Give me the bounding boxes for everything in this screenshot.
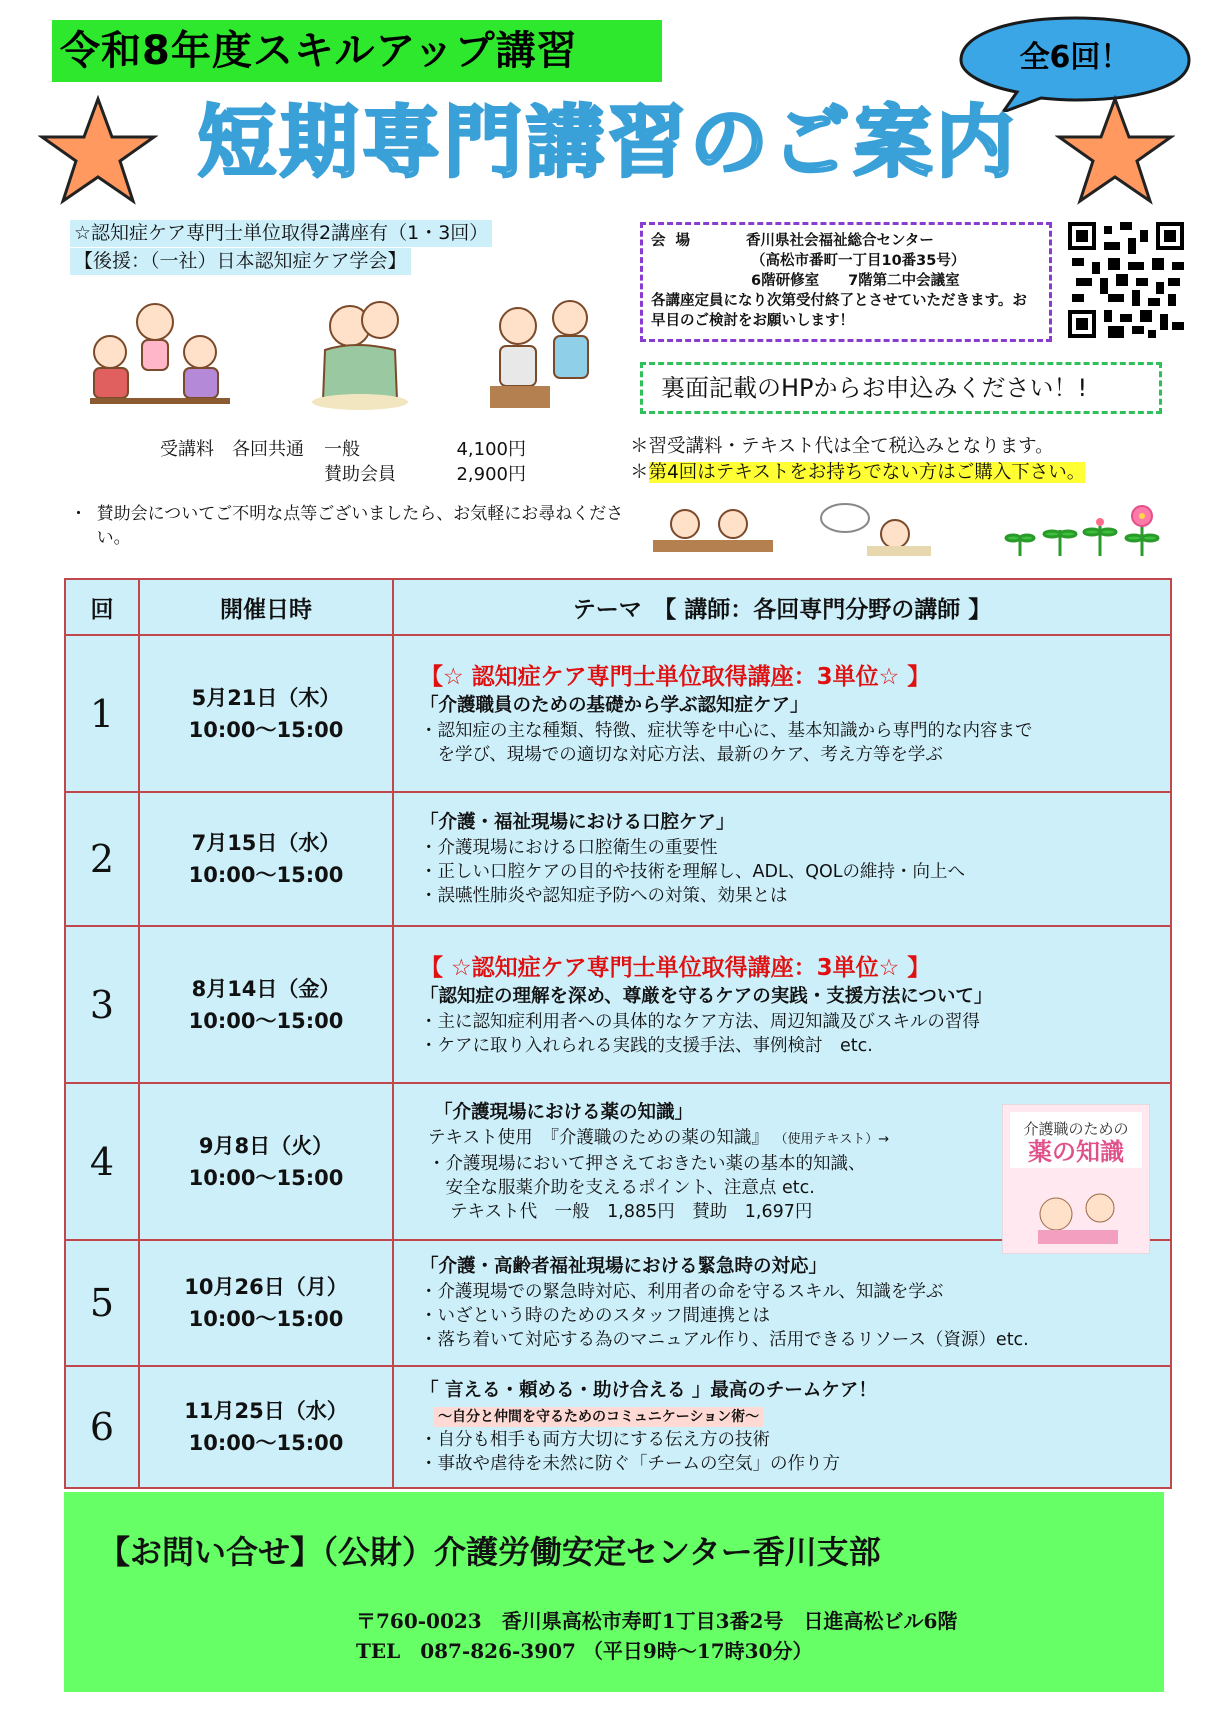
row-theme <box>393 1240 1171 1366</box>
venue-rooms: 6階研修室 7階第二中会議室 <box>751 273 960 289</box>
header-badge-text: 令和8年度スキルアップ講習 <box>60 28 578 74</box>
row-theme <box>393 1366 1171 1488</box>
schedule-table <box>64 578 1172 1489</box>
support-note-text: 賛助会についてご不明な点等ございましたら、お気軽にお尋ねください。 <box>96 504 624 548</box>
course-subtitle: 〜自分と仲間を守るためのコミュニケーション術〜 <box>434 1407 763 1427</box>
course-title: 「 言える・頼める・助け合える 」最高のチームケア！ <box>420 1380 877 1401</box>
course-point: ・介護現場における口腔衛生の重要性 <box>420 838 718 858</box>
course-point: ・正しい口腔ケアの目的や技術を理解し、ADL、QOLの維持・向上へ <box>420 862 965 882</box>
row-theme <box>393 1083 1171 1240</box>
bubble-text: 全6回！ <box>1019 40 1131 75</box>
row-no: 4 <box>65 1083 139 1240</box>
book-title-1: 介護職のための <box>1023 1119 1129 1138</box>
contact-address: 〒760-0023 香川県高松市寿町1丁目3番2号 日進高松ビル6階 <box>356 1609 958 1633</box>
support-note-bullet: ・ <box>70 504 87 524</box>
row-date <box>139 792 393 926</box>
fee-member-price: 2,900円 <box>456 464 526 485</box>
students-illustration <box>645 500 935 560</box>
row-no: 3 <box>65 926 139 1083</box>
course-point: ・事故や虐待を未然に防ぐ「チームの空気」の作り方 <box>420 1454 840 1474</box>
cert-badge: 【 ☆認知症ケア専門士単位取得講座：3単位☆ 】 <box>420 954 931 981</box>
table-row <box>65 1366 1171 1488</box>
course-point: ・落ち着いて対応する為のマニュアル作り、活用できるリソース（資源）etc. <box>420 1330 1029 1350</box>
course-point: ・主に認知症利用者への具体的なケア方法、周辺知識及びスキルの習得 <box>420 1011 980 1032</box>
row-date-day: 9月8日（火） <box>198 1133 334 1158</box>
row-date-day: 8月14日（金） <box>191 976 341 1001</box>
tax-note-2: 第4回はテキストをお持ちでない方はご購入下さい。 <box>648 462 1086 483</box>
row-date-time: 10:00〜15:00 <box>188 1008 344 1033</box>
elderly-group-illustration <box>80 290 235 420</box>
fee-general-price: 4,100円 <box>456 439 526 460</box>
cert-note-line1: ☆認知症ケア専門士単位取得2講座有（1・3回） <box>70 220 492 247</box>
support-note <box>70 502 630 550</box>
cert-note <box>70 220 630 276</box>
contact-details <box>356 1606 957 1666</box>
row-date <box>139 1366 393 1488</box>
apply-text: 裏面記載のHPからお申込みください！! <box>661 374 1088 402</box>
table-header-row <box>65 579 1171 635</box>
cert-note-line2: 【後援：（一社）日本認知症ケア学会】 <box>70 248 411 275</box>
venue-name: 香川県社会福祉総合センター <box>746 233 934 249</box>
tax-notes <box>630 434 1220 486</box>
sprouts-illustration <box>1000 500 1170 560</box>
venue-box <box>640 222 1052 342</box>
contact-tel[interactable]: TEL 087-826-3907 （平日9時〜17時30分） <box>356 1639 813 1663</box>
row-date <box>139 926 393 1083</box>
course-point: ・介護現場において押さえておきたい薬の基本的知識、 <box>428 1153 866 1174</box>
apply-notice <box>640 362 1162 414</box>
table-row <box>65 1240 1171 1366</box>
row-date-time: 10:00〜15:00 <box>188 1431 344 1455</box>
caregiver-hug-illustration <box>285 290 440 420</box>
star-icon-left <box>38 95 158 205</box>
header-badge <box>52 20 662 82</box>
text-usage-note: （使用テキスト）→ <box>774 1131 890 1147</box>
row-date <box>139 1083 393 1240</box>
fee-label: 受講料 <box>160 439 214 460</box>
walking-assist-illustration <box>470 290 625 420</box>
row-date-day: 5月21日（木） <box>191 685 341 710</box>
text-usage: テキスト使用 『介護職のための薬の知識』 <box>428 1127 769 1148</box>
row-date-time: 10:00〜15:00 <box>188 863 344 887</box>
row-date-day: 7月15日（水） <box>191 831 341 855</box>
table-row <box>65 926 1171 1083</box>
course-title: 「介護・福祉現場における口腔ケア」 <box>420 812 735 833</box>
venue-notice: 各講座定員になり次第受付終了とさせていただきます。お早目のご検討をお願いします！ <box>651 293 1027 329</box>
header-no: 回 <box>65 579 139 635</box>
table-row <box>65 1083 1171 1240</box>
row-date <box>139 1240 393 1366</box>
tax-note-2-prefix: ＊ <box>630 462 649 483</box>
header-date: 開催日時 <box>139 579 393 635</box>
row-no: 1 <box>65 635 139 792</box>
fee-general-label: 一般 <box>324 439 360 460</box>
row-theme <box>393 635 1171 792</box>
fee-member-label: 賛助会員 <box>324 464 396 485</box>
course-point: ・いざという時のためのスタッフ間連携とは <box>420 1306 770 1326</box>
table-row <box>65 792 1171 926</box>
row-date-time: 10:00〜15:00 <box>188 1307 344 1331</box>
course-title: 「介護職員のための基礎から学ぶ認知症ケア」 <box>420 694 809 716</box>
qr-code-icon[interactable] <box>1068 222 1184 338</box>
course-title: 「認知症の理解を深め、尊厳を守るケアの実践・支援方法について」 <box>420 985 993 1007</box>
course-point: ・介護現場での緊急時対応、利用者の命を守るスキル、知識を学ぶ <box>420 1282 944 1302</box>
course-point: ・自分も相手も両方大切にする伝え方の技術 <box>420 1430 770 1450</box>
tax-note-1: ＊習受講料・テキスト代は全て税込みとなります。 <box>630 436 1054 457</box>
textbook-cover-image <box>1002 1104 1150 1254</box>
course-title: 「介護現場における薬の知識」 <box>434 1101 694 1123</box>
row-date-time: 10:00〜15:00 <box>188 1165 344 1190</box>
star-icon-right <box>1055 95 1175 205</box>
row-date-day: 11月25日（水） <box>184 1399 348 1423</box>
course-title: 「介護・高齢者福祉現場における緊急時の対応」 <box>420 1256 828 1277</box>
row-date-time: 10:00〜15:00 <box>188 717 344 742</box>
book-title-2: 薬の知識 <box>1028 1137 1124 1166</box>
row-no: 6 <box>65 1366 139 1488</box>
course-point: 安全な服薬介助を支えるポイント、注意点 etc. <box>428 1177 815 1198</box>
row-date <box>139 635 393 792</box>
contact-title: 【お問い合せ】（公財）介護労働安定センター香川支部 <box>98 1533 881 1571</box>
course-point: を学び、現場での適切な対応方法、最新のケア、考え方等を学ぶ <box>420 744 943 765</box>
row-date-day: 10月26日（月） <box>184 1275 348 1299</box>
row-no: 5 <box>65 1240 139 1366</box>
fee-info <box>160 437 560 487</box>
page-title: 短期専門講習のご案内 <box>197 97 1018 188</box>
course-point: ・認知症の主な種類、特徴、症状等を中心に、基本知識から専門的な内容まで <box>420 720 1033 741</box>
cert-badge: 【☆ 認知症ケア専門士単位取得講座：3単位☆ 】 <box>420 663 931 690</box>
fee-common: 各回共通 <box>232 439 304 460</box>
table-row <box>65 635 1171 792</box>
course-point: ・誤嚥性肺炎や認知症予防への対策、効果とは <box>420 886 788 906</box>
venue-label: 会場 <box>651 233 700 249</box>
text-price: テキスト代 一般 1,885円 賛助 1,697円 <box>450 1201 813 1222</box>
row-theme <box>393 926 1171 1083</box>
row-no: 2 <box>65 792 139 926</box>
course-point: ・ケアに取り入れられる実践的支援手法、事例検討 etc. <box>420 1035 873 1056</box>
row-theme <box>393 792 1171 926</box>
venue-address: （高松市番町一丁目10番35号） <box>751 253 966 269</box>
header-theme: テーマ 【 講師：各回専門分野の講師 】 <box>393 579 1171 635</box>
